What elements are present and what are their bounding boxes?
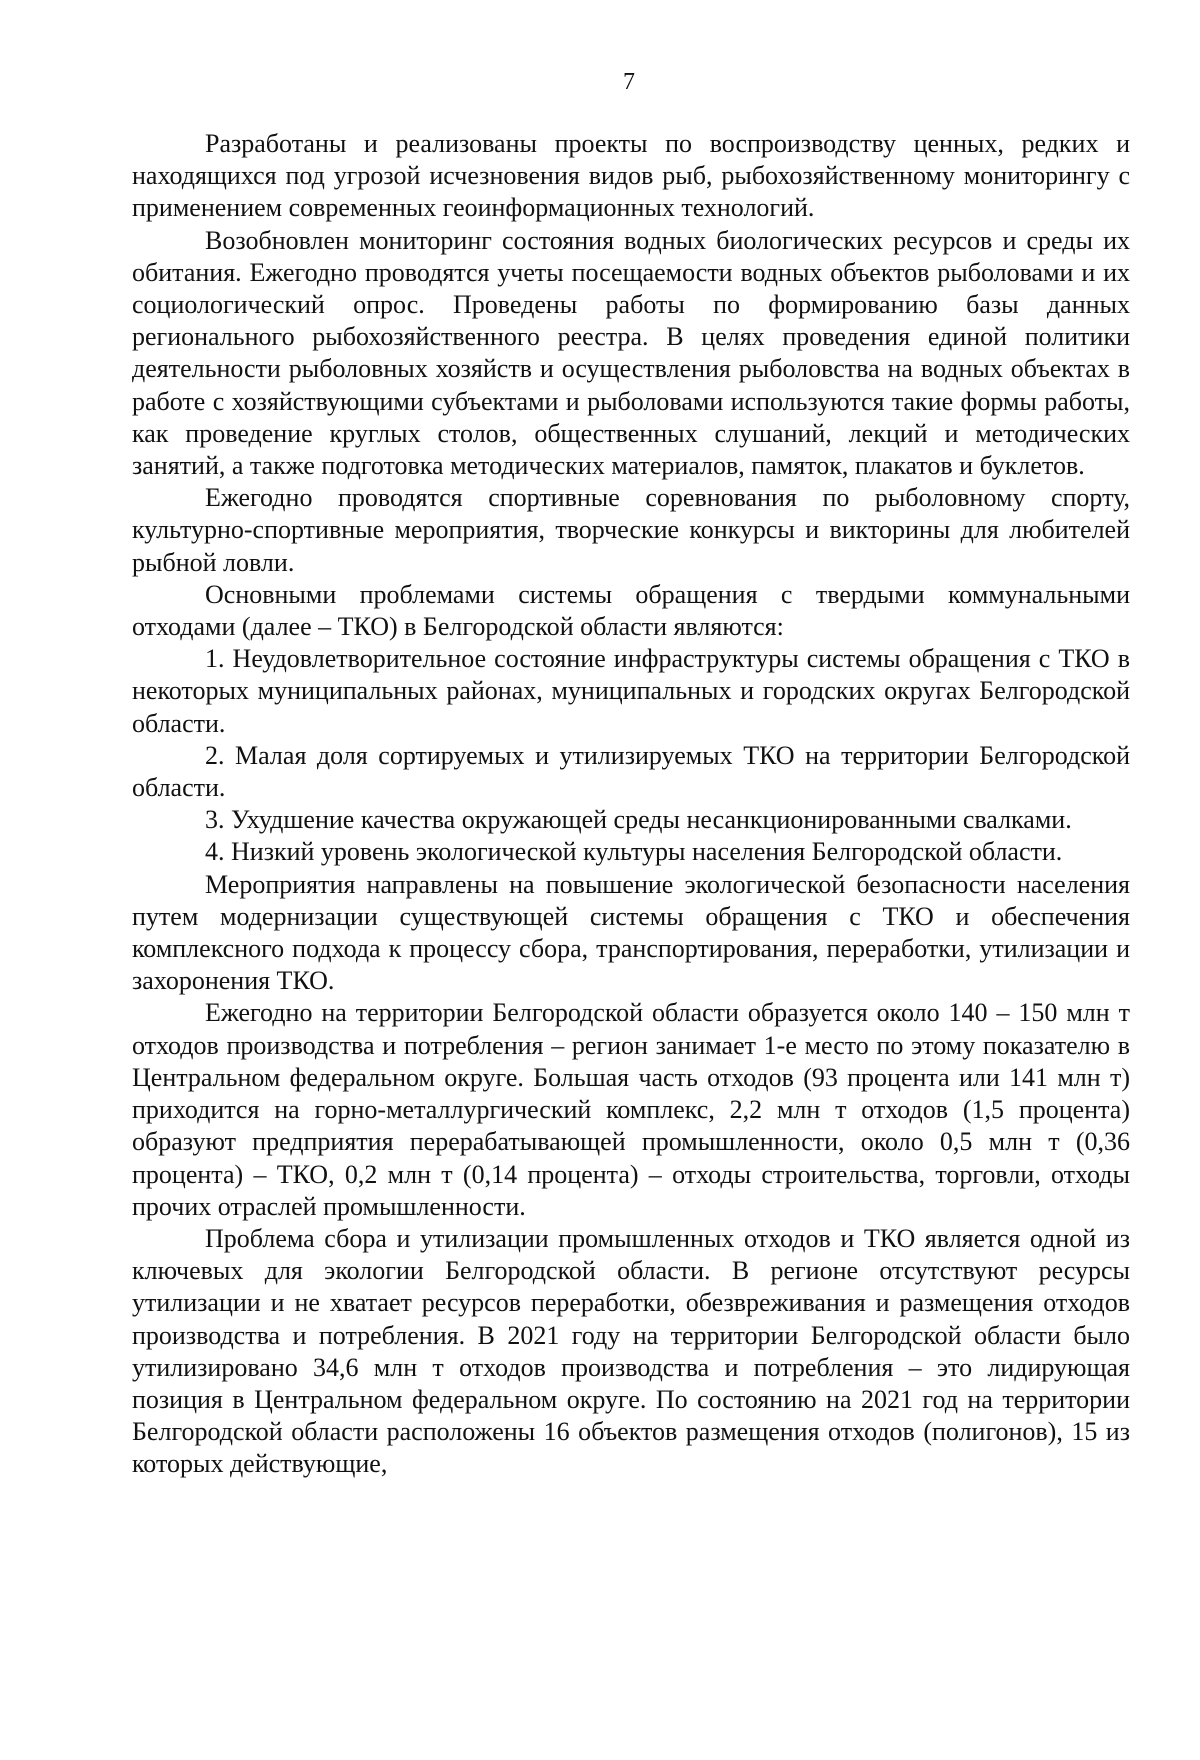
document-body (132, 128, 1130, 1481)
paragraph-waste-utilization: Проблема сбора и утилизации промышленных отходов и ТКО является одной из ключевых для экологии Белгородской области. В регионе отсутствуют ресурсы утилизации и не хватает ресурсов переработки, обезвреживания и размещения отходов производства и потребления. В 2021 году на территории Белгородской области было утилизировано 34,6 млн т отходов производства и потребления – это лидирующая позиция в Центральном федеральном округе. По состоянию на 2021 год на территории Белгородской области расположены 16 объектов размещения отходов (полигонов), 15 из которых действующие, (132, 1223, 1130, 1479)
paragraph-monitoring: Возобновлен мониторинг состояния водных биологических ресурсов и среды их обитания. Ежегодно проводятся учеты посещаемости водных объектов рыболовами и их социологический опрос. Проведены работы по формированию базы данных регионального рыбохозяйственного реестра. В целях проведения единой политики деятельности рыболовных хозяйств и осуществления рыболовства на водных объектах в работе с хозяйствующими субъектами и рыболовами используются такие формы работы, как проведение круглых столов, общественных слушаний, лекций и методических занятий, а также подготовка методических материалов, памяток, плакатов и буклетов. (132, 225, 1130, 481)
paragraph-measures: Мероприятия направлены на повышение экологической безопасности населения путем модернизации существующей системы обращения с ТКО и обеспечения комплексного подхода к процессу сбора, транспортирования, переработки, утилизации и захоронения ТКО. (132, 869, 1130, 996)
list-item-problem-2: 2. Малая доля сортируемых и утилизируемых ТКО на территории Белгородской области. (132, 740, 1130, 803)
paragraph-tko-problems-intro: Основными проблемами системы обращения с твердыми коммунальными отходами (далее – ТКО) в Белгородской области являются: (132, 579, 1130, 642)
paragraph-competitions: Ежегодно проводятся спортивные соревнования по рыболовному спорту, культурно-спортивные мероприятия, творческие конкурсы и викторины для любителей рыбной ловли. (132, 483, 1130, 577)
list-item-problem-1: 1. Неудовлетворительное состояние инфраструктуры системы обращения с ТКО в некоторых муниципальных районах, муниципальных и городских округах Белгородской области. (132, 644, 1130, 738)
paragraph-fish-projects: Разработаны и реализованы проекты по воспроизводству ценных, редких и находящихся под угрозой исчезновения видов рыб, рыбохозяйственному мониторингу с применением современных геоинформационных технологий. (132, 129, 1130, 223)
paragraph-waste-volumes: Ежегодно на территории Белгородской области образуется около 140 – 150 млн т отходов производства и потребления – регион занимает 1-е место по этому показателю в Центральном федеральном округе. Большая часть отходов (93 процента или 141 млн т) приходится на горно-металлургический комплекс, 2,2 млн т отходов (1,5 процента) образуют предприятия перерабатывающей промышленности, около 0,5 млн т (0,36 процента) – ТКО, 0,2 млн т (0,14 процента) – отходы строительства, торговли, отходы прочих отраслей промышленности. (132, 998, 1130, 1221)
list-item-problem-4: 4. Низкий уровень экологической культуры населения Белгородской области. (205, 837, 1063, 867)
page-number: 7 (623, 69, 635, 95)
list-item-problem-3: 3. Ухудшение качества окружающей среды несанкционированными свалками. (205, 805, 1072, 835)
